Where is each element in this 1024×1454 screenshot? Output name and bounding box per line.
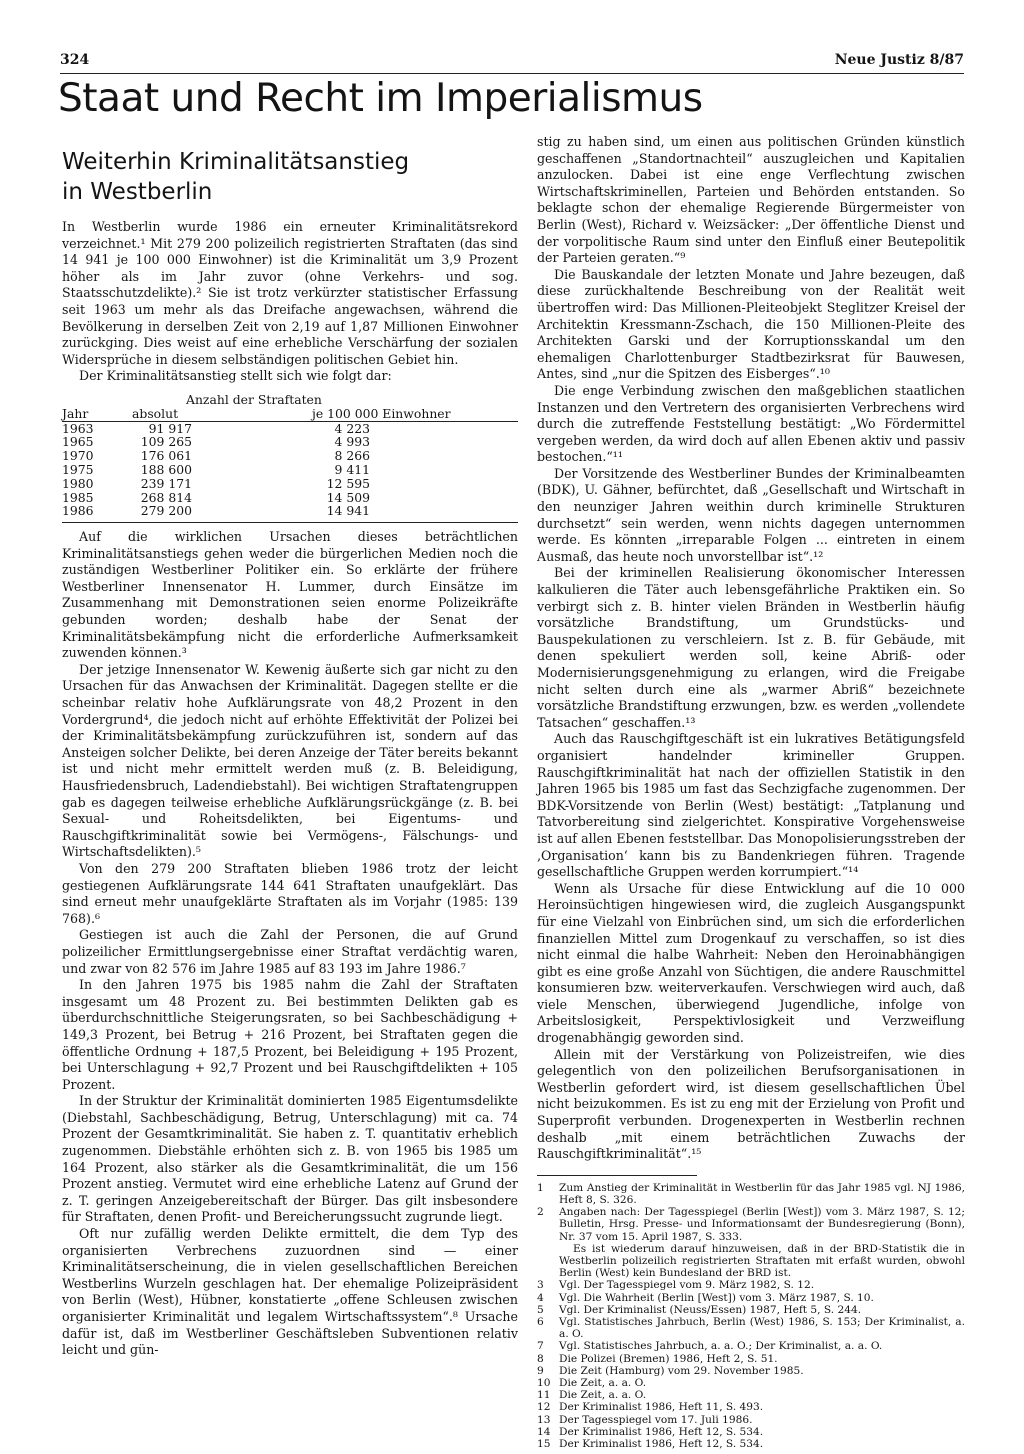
cell-absolute: 279 200 [140,503,192,519]
table-row [62,477,518,491]
cell-year: 1986 [62,503,94,519]
footnote-text: Vgl. Statistisches Jahrbuch, Berlin (West) 1986, S. 153; Der Kriminalist, a. a. O. [559,1316,965,1341]
table-row [62,449,518,463]
footnote [537,1182,965,1206]
cell-rate-value: 9 411 [334,461,370,477]
footnote [537,1389,965,1401]
article-title-line: Weiterhin Kriminalitätsanstieg [62,149,410,175]
footnote [537,1243,965,1280]
column-header: Jahr [62,407,132,421]
cell-absolute: 109 265 [140,434,192,450]
footnote-number: 3 [537,1279,544,1292]
footnote-text: Der Tagesspiegel vom 17. Juli 1986. [559,1413,753,1426]
footnote-text: Der Kriminalist 1986, Heft 11, S. 493. [559,1401,764,1414]
footnote-number: 1 [537,1181,544,1194]
footnote-number: 7 [537,1340,544,1353]
footnote [537,1279,965,1291]
table-row [62,435,518,449]
paragraph: Die Bauskandale der letzten Monate und Jahre bezeugen, daß diese zurückhaltende Beschreibung von der Realität weit übertroffen wird: Das Millionen-Pleiteobjekt Steglitzer Kreisel der Architektin Kressmann-Zschach, die 150 Millionen-Pleite des Architekten Garski und der Korruptionsskandal um den ehemaligen Charlottenburger Stadtbezirksrat für Bauwesen, Antes, sind „nur die Spitzen des Eisberges“.¹⁰ [537,266,965,382]
header-rule [60,73,964,74]
table-row [62,463,518,477]
footnote-text: Der Kriminalist 1986, Heft 12, S. 534. [559,1438,764,1451]
cell-year: 1963 [62,420,94,436]
footnote-text: Es ist wiederum darauf hinzuweisen, daß in der BRD-Statistik die in Westberlin polizeilich registrierten Straftaten mit erfaßt wurden, obwohl Berlin (West) kein Bundesland der BRD ist. [559,1242,965,1280]
cell-rate-value: 4 993 [334,434,370,450]
paragraph: Der Kriminalitätsanstieg stellt sich wie folgt dar: [79,368,392,384]
paragraph: Der jetzige Innensenator W. Kewenig äußerte sich gar nicht zu den Ursachen für das Anwachsen der Kriminalität. Dagegen stellte er die scheinbar relativ hohe Aufklärungsrate von 48,2 Prozent in den Vordergrund⁴, die jedoch nicht auf erhöhte Effektivität der Polizei bei der Kriminalitätsbekämpfung zurückzuführen ist, sondern auf das Ansteigen solcher Delikte, bei deren Anzeige der Täter bereits bekannt ist und nicht mehr ermittelt werden muß (z. B. Beleidigung, Hausfriedensbruch, Ladendiebstahl). Bei wichtigen Straftatengruppen gab es dagegen teilweise erhebliche Aufklärungsrückgänge (z. B. bei Sexual- und Roheitsdelikten, bei Eigentums- und Rauschgiftkriminalität sowie bei Vermögens-, Fälschungs- und Wirtschaftsdelikten).⁵ [62,661,518,860]
cell-absolute: 239 171 [140,475,192,491]
paragraph: Oft nur zufällig werden Delikte ermittelt, die dem Typ des organisierten Verbrechens zuzuordnen sind — einer Kriminalitätserscheinung, die in vielen gesellschaftlichen Bereichen Westberlins Wurzeln geschlagen hat. Der ehemalige Polizeipräsident von Berlin (West), Hübner, konstatierte „offene Schleusen zwischen organisierter Kriminalität und legalem Wirtschaftssystem“.⁸ Ursache dafür ist, daß im Westberliner Geschäftsleben Subventionen relativ leicht und gün- [62,1226,518,1358]
cell-rate-value: 14 941 [326,503,370,519]
cell-rate [252,435,518,449]
cell-rate [252,421,518,435]
crime-statistics-table [62,393,518,523]
cell-rate-value: 8 266 [334,448,370,464]
article-title-line: in Westberlin [62,179,213,205]
footnote-number: 14 [537,1425,551,1438]
footnote-text: Die Zeit (Hamburg) vom 29. November 1985. [559,1364,804,1377]
paragraph: stig zu haben sind, um einen aus politischen Gründen künstlich geschaffenen „Standortnachteil“ auszugleichen und Kapitalien anzulocken. Dabei ist eine enge Verflechtung zwischen Wirtschaftskriminellen, Parteien und Behörden entstanden. So beklagte schon der ehemalige Regierende Bürgermeister von Berlin (West), Richard v. Weizsäcker: „Der öffentliche Dienst und der vorpolitische Raum sind unter den Einfluß einer Beutepolitik der Parteien geraten.“⁹ [537,134,965,266]
footnote-number: 9 [537,1364,544,1377]
footnote-number [537,1243,559,1280]
footnote [537,1365,965,1377]
cell-absolute: 176 061 [140,448,192,464]
footnotes [537,1182,965,1450]
footnote-number: 5 [537,1303,544,1316]
footnote-text: Der Kriminalist 1986, Heft 12, S. 534. [559,1425,764,1438]
footnote [537,1414,965,1426]
cell-rate [252,491,518,505]
cell-rate-value: 4 223 [334,420,370,436]
footnote-number: 11 [537,1389,551,1402]
cell-rate-value: 12 595 [326,475,370,491]
table-row [62,504,518,518]
footnote-text: Zum Anstieg der Kriminalität in Westberlin für das Jahr 1985 vgl. NJ 1986, Heft 8, S. 326. [559,1181,965,1207]
table-caption: Anzahl der Straftaten [186,391,322,407]
footnote-text: Die Zeit, a. a. O. [559,1389,647,1402]
cell-absolute: 188 600 [140,461,192,477]
footnote-number: 10 [537,1377,551,1390]
table-bottom-rule [62,522,518,523]
footnote-number: 2 [537,1206,544,1219]
page-number: 324 [60,52,90,68]
paragraph: In den Jahren 1975 bis 1985 nahm die Zahl der Straftaten insgesamt um 48 Prozent zu. Bei bestimmten Delikten gab es überdurchschnittliche Steigerungsraten, so bei Sachbeschädigung + 149,3 Prozent, bei Betrug + 216 Prozent, bei Straftaten gegen die öffentliche Ordnung + 187,5 Prozent, bei Beleidigung + 195 Prozent, bei Unterschlagung + 92,7 Prozent und bei Rauschgiftdelikten + 105 Prozent. [62,977,518,1092]
footnote-text: Angaben nach: Der Tagesspiegel (Berlin [West]) vom 3. März 1987, S. 12; Bulletin, Hrsg. Presse- und Informationsamt der Bundesregierung (Bonn), Nr. 37 vom 15. April 1987, S. 333. [559,1206,965,1243]
paragraph: Auch das Rauschgiftgeschäft ist ein lukratives Betätigungsfeld organisiert handelnder krimineller Gruppen. Rauschgiftkriminalität hat nach der offiziellen Statistik in den Jahren 1965 bis 1985 um fast das Sechzigfache zugenommen. Der BDK-Vorsitzende von Berlin (West) bestätigt: „Tatplanung und Tatvorbereitung sind zielgerichtet. Konspirative Vorgehensweise ist auf allen Ebenen feststellbar. Das Monopolisierungsstreben der ‚Organisation‘ kann bis zu Bandenkriegen führen. Tragende gesellschaftliche Gruppen werden korrumpiert.“¹⁴ [537,731,965,880]
footnote [537,1304,965,1316]
paragraph: Von den 279 200 Straftaten blieben 1986 trotz der leicht gestiegenen Aufklärungsrate 144 641 Straftaten unaufgeklärt. Das sind erneut mehr unaufgeklärte Straftaten als im Vorjahr (1985: 139 768).⁶ [62,860,518,926]
paragraph: Wenn als Ursache für diese Entwicklung auf die 10 000 Heroinsüchtigen hingewiesen wird, die zugleich Ausgangspunkt für eine Vielzahl von Einbrüchen sind, um sich die erforderlichen finanziellen Mittel zum Drogenkauf zu verschaffen, so ist dies nicht einmal die halbe Wahrheit: Neben den Heroinabhängigen gibt es eine große Anzahl von Süchtigen, die andere Rauschmittel konsumieren bzw. weiterverkaufen. Verschwiegen wird auch, daß viele Menschen, überwiegend Jugendliche, infolge von Arbeitslosigkeit, Perspektivlosigkeit und Verzweiflung drogenabhängig geworden sind. [537,880,965,1046]
left-column [62,219,518,1359]
footnote [537,1377,965,1389]
paragraph: Der Vorsitzende des Westberliner Bundes der Kriminalbeamten (BDK), U. Gähner, befürchtet, daß „Gesellschaft und Wirtschaft in den neunziger Jahren weithin durch kriminelle Strukturen durchsetzt“ sein werden, wenn nichts dagegen unternommen werde. Es könnten „irreparable Folgen ... eintreten in einem Ausmaß, das heute noch unvorstellbar ist“.¹² [537,465,965,564]
cell-rate-value: 14 509 [326,489,370,505]
cell-rate [252,449,518,463]
footnote-number: 8 [537,1352,544,1365]
footnote-text: Vgl. Der Tagesspiegel vom 9. März 1982, S. 12. [559,1279,815,1292]
paragraph: Auf die wirklichen Ursachen dieses beträchtlichen Kriminalitätsanstiegs gehen weder die bürgerlichen Medien noch die zuständigen Westberliner Politiker ein. So erklärte der frühere Westberliner Innensenator H. Lummer, durch Einsätze im Zusammenhang mit Demonstrationen seien enorme Polizeikräfte gebunden worden; deshalb habe der Senat der Kriminalitätsbekämpfung nicht die erforderliche Aufmerksamkeit zuwenden können.³ [62,529,518,661]
paragraph: Allein mit der Verstärkung von Polizeistreifen, wie dies gelegentlich von den polizeilichen Berufsorganisationen in Westberlin gefordert wird, ist diesem gesellschaftlichen Übel nicht beizukommen. Es ist zu eng mit der Erzielung von Profit und Superprofit verbunden. Drogenexperten in Westberlin rechnen deshalb „mit einem beträchtlichen Zuwachs der Rauschgiftkriminalität“.¹⁵ [537,1046,965,1162]
footnote-text: Vgl. Statistisches Jahrbuch, a. a. O.; Der Kriminalist, a. a. O. [559,1340,883,1353]
footnote-number: 4 [537,1291,544,1304]
column-header: absolut [132,407,252,421]
footnote-number: 13 [537,1413,551,1426]
right-column [537,134,965,1450]
footnote [537,1206,965,1243]
footnote-number: 6 [537,1316,544,1329]
cell-absolute: 91 917 [148,420,192,436]
cell-absolute: 268 814 [140,489,192,505]
footnote-text: Vgl. Die Wahrheit (Berlin [West]) vom 3. März 1987, S. 10. [559,1291,874,1304]
footnote [537,1426,965,1438]
column-header: je 100 000 Einwohner [252,407,518,421]
footnote [537,1340,965,1352]
footnote-text: Die Polizei (Bremen) 1986, Heft 2, S. 51. [559,1352,778,1365]
footnote [537,1316,965,1340]
cell-rate [252,477,518,491]
section-title: Staat und Recht im Imperialismus [58,76,703,121]
footnote-text: Die Zeit, a. a. O. [559,1377,647,1390]
cell-rate [252,504,518,518]
footnote-text: Vgl. Der Kriminalist (Neuss/Essen) 1987, Heft 5, S. 244. [559,1303,862,1316]
paragraph: In der Struktur der Kriminalität dominierten 1985 Eigentumsdelikte (Diebstahl, Sachbeschädigung, Betrug, Unterschlagung) mit ca. 74 Prozent der Gesamtkriminalität. Sie haben z. T. quantitativ erheblich zugenommen. Diebstähle erhöhten sich z. B. von 1965 bis 1985 um 164 Prozent, also stärker als die Gesamtkriminalität, die um 156 Prozent anstieg. Vermutet wird eine erhebliche Latenz auf Grund der z. T. geringen Anzeigebereitschaft der Bürger. Das gilt insbesondere für Straftaten, denen Profit- und Bereicherungssucht zugrunde liegt. [62,1093,518,1225]
paragraph: Bei der kriminellen Realisierung ökonomischer Interessen kalkulieren die Täter auch lebensgefährliche Praktiken ein. So verbirgt sich z. B. hinter vielen Bränden in Westberlin häufig vorsätzliche Brandstiftung, um Grundstücks- und Bauspekulationen zu verschleiern. Ist z. B. für Gebäude, mit denen spekuliert werden soll, keine Abriß- oder Modernisierungsgenehmigung zu erlangen, wird die Freigabe nicht selten durch eine als „warmer Abriß“ bezeichnete vorsätzliche Brandstiftung erzwungen, bzw. es werden „vollendete Tatsachen“ geschaffen.¹³ [537,565,965,730]
cell-year: 1980 [62,475,94,491]
cell-year: 1975 [62,461,94,477]
paragraph: In Westberlin wurde 1986 ein erneuter Kriminalitätsrekord verzeichnet.¹ Mit 279 200 polizeilich registrierten Straftaten (das sind 14 941 je 100 000 Einwohner) ist die Kriminalität um 3,9 Prozent höher als im Jahr zuvor (ohne Verkehrs- und sog. Staatsschutzdelikte).² Sie ist trotz verkürzter statistischer Erfassung seit 1963 um mehr als das Dreifache angewachsen, während die Bevölkerung in derselben Zeit von 2,19 auf 1,87 Millionen Einwohner zurückging. Dies weist auf eine erhebliche Verschärfung der sozialen Widersprüche in diesem selbständigen politischen Gebiet hin. [62,219,518,367]
footnote [537,1292,965,1304]
paragraph: Die enge Verbindung zwischen den maßgeblichen staatlichen Instanzen und den Vertretern des organisierten Verbrechens wird durch die zutreffende Feststellung bestätigt: „Wo Fördermittel vergeben werden, da wird doch auf allen Ebenen aktiv und passiv bestochen.“¹¹ [537,382,965,465]
cell-year: 1970 [62,448,94,464]
footnote [537,1438,965,1450]
footnote-number: 15 [537,1438,551,1451]
cell-year: 1985 [62,489,94,505]
footnote [537,1401,965,1413]
footnote-rule [537,1175,697,1176]
journal-issue: Neue Justiz 8/87 [834,52,964,68]
article-title [62,147,462,207]
cell-rate [252,463,518,477]
cell-year: 1965 [62,434,94,450]
paragraph: Gestiegen ist auch die Zahl der Personen, die auf Grund polizeilicher Ermittlungsergebnisse einer Straftat verdächtig waren, und zwar von 82 576 im Jahre 1985 auf 83 193 im Jahre 1986.⁷ [62,927,518,976]
footnote-number: 12 [537,1401,551,1414]
footnote [537,1353,965,1365]
table-row [62,491,518,505]
table-row [62,421,518,435]
